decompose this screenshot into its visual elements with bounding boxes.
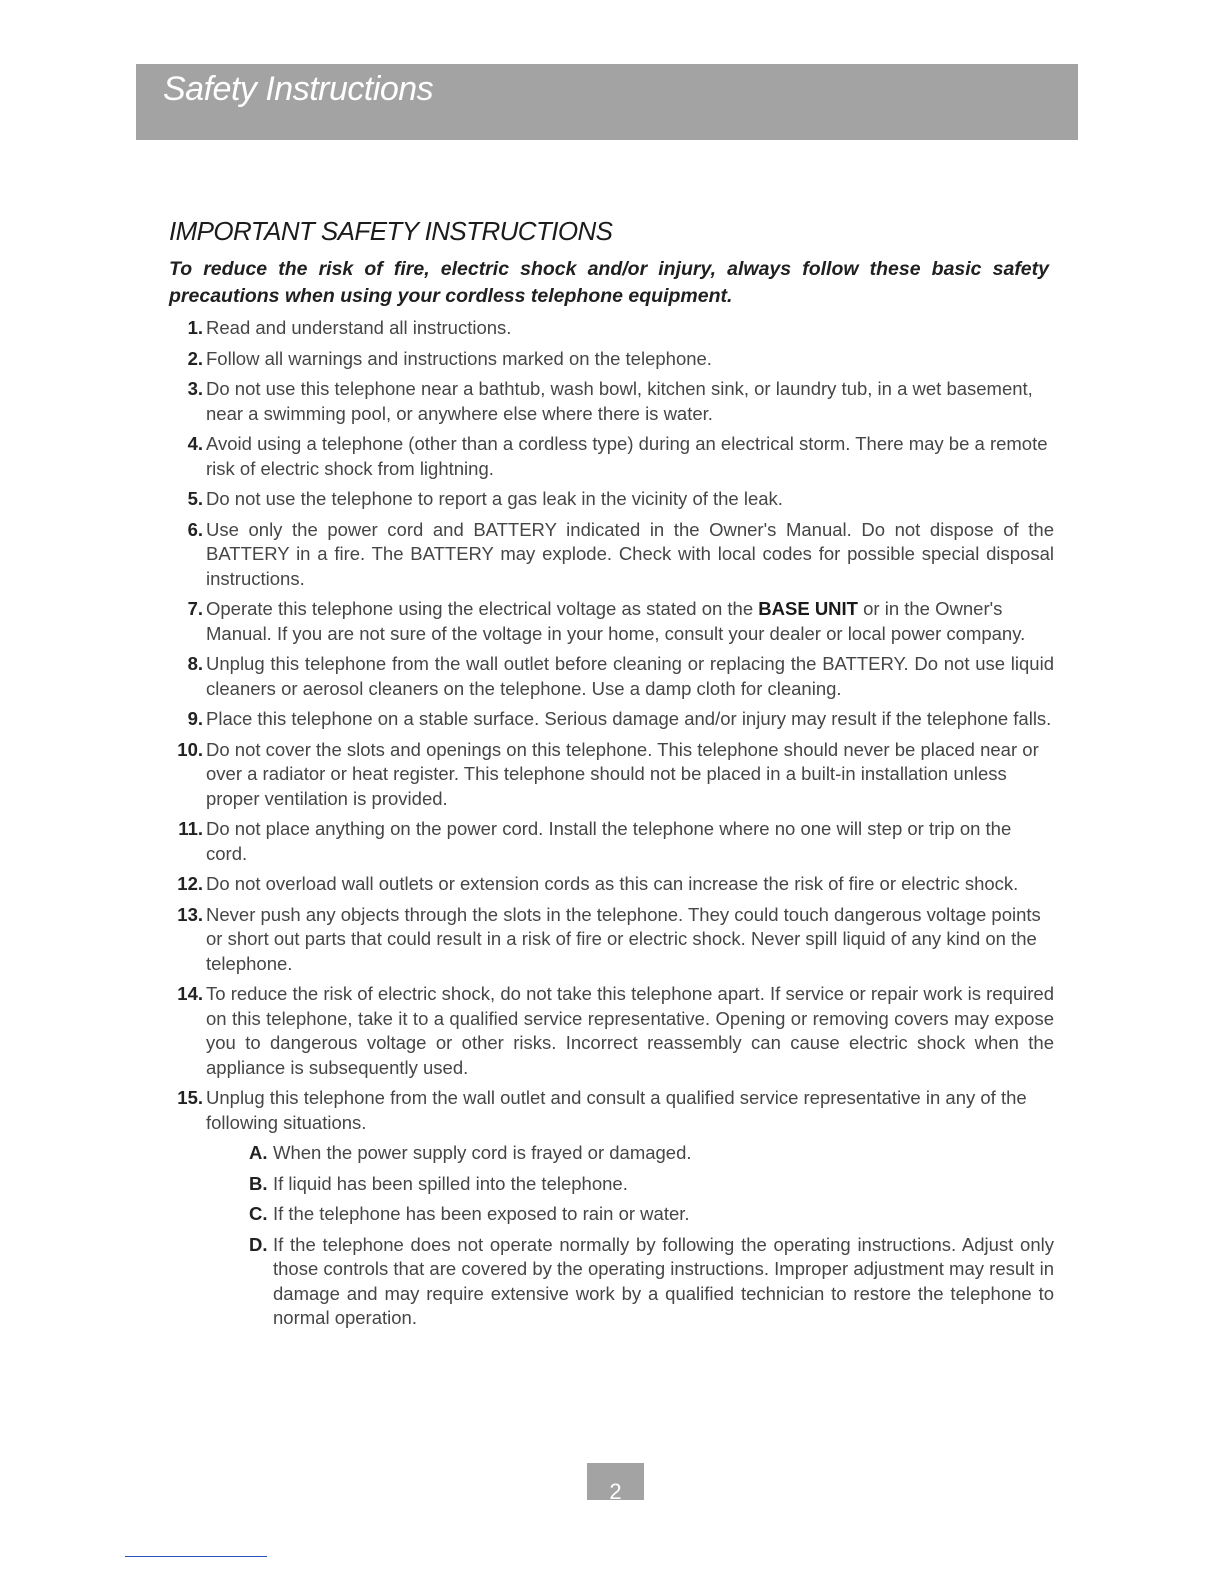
page-number: 2 xyxy=(609,1479,622,1500)
list-item xyxy=(169,347,1054,372)
item-text: Place this telephone on a stable surface. Serious damage and/or injury may result if the telephone falls. xyxy=(206,708,1052,729)
sub-item-letter: B. xyxy=(249,1172,268,1194)
item-number: 1. xyxy=(187,317,203,338)
sub-item-letter: A. xyxy=(249,1142,268,1163)
item-number: 4. xyxy=(187,433,203,454)
item-number: 14. xyxy=(177,983,203,1004)
list-item xyxy=(169,1086,1054,1331)
item-text: Do not cover the slots and openings on this telephone. This telephone should never be placed near or over a radiator or heat register. This telephone should not be placed in a built-in installation unless proper ventilation is provided. xyxy=(206,738,1039,809)
item-text: Never push any objects through the slots in the telephone. They could touch dangerous voltage points or short out parts that could result in a risk of fire or electric shock. Never spill liquid of any kind on the telephone. xyxy=(206,903,1041,974)
list-item xyxy=(169,738,1054,812)
item-number: 15. xyxy=(177,1087,203,1108)
footer-rule xyxy=(125,1556,267,1557)
item-text: Follow all warnings and instructions marked on the telephone. xyxy=(206,347,712,369)
sub-item-text: If liquid has been spilled into the telephone. xyxy=(273,1172,628,1194)
base-unit-label: BASE UNIT xyxy=(758,598,858,619)
sub-item-text: If the telephone does not operate normally by following the operating instructions. Adjust only those controls that are covered by the operating instructions. Improper adjustment may result in damage and may require extensive work by a qualified technician to restore the telephone to normal operation. xyxy=(273,1233,1054,1328)
list-item xyxy=(169,487,1054,512)
list-item xyxy=(169,872,1054,897)
sub-item-letter: C. xyxy=(249,1203,268,1224)
sub-item-text: When the power supply cord is frayed or damaged. xyxy=(273,1142,692,1163)
list-item xyxy=(169,707,1054,732)
item-text: Use only the power cord and BATTERY indicated in the Owner's Manual. Do not dispose of the BATTERY in a fire. The BATTERY may explode. Check with local codes for possible special disposal instructions. xyxy=(206,518,1054,589)
item-text xyxy=(206,597,1054,646)
item-text: Avoid using a telephone (other than a cordless type) during an electrical storm. There may be a remote risk of electric shock from lightning. xyxy=(206,433,1048,479)
list-item xyxy=(169,982,1054,1080)
list-item xyxy=(169,432,1054,481)
list-item xyxy=(169,377,1054,426)
item-number: 8. xyxy=(187,653,203,674)
list-item xyxy=(169,518,1054,592)
header-band xyxy=(136,64,1078,140)
instructions-list xyxy=(169,316,1054,1337)
item-text-part: Operate this telephone using the electrical voltage as stated on the xyxy=(206,598,759,619)
list-item xyxy=(169,652,1054,701)
item-number: 7. xyxy=(187,598,203,619)
section-heading: IMPORTANT SAFETY INSTRUCTIONS xyxy=(169,216,613,246)
item-text: Unplug this telephone from the wall outlet before cleaning or replacing the BATTERY. Do not use liquid cleaners or aerosol cleaners on the telephone. Use a damp cloth for cleaning. xyxy=(206,653,1054,699)
item-text: Read and understand all instructions. xyxy=(206,317,512,338)
list-item xyxy=(169,817,1054,866)
sub-item xyxy=(206,1233,1054,1331)
item-number: 2. xyxy=(187,347,203,369)
item-text: Do not use the telephone to report a gas leak in the vicinity of the leak. xyxy=(206,488,783,509)
item-number: 13. xyxy=(177,903,203,925)
section-intro: To reduce the risk of fire, electric shock and/or injury, always follow these basic safety precautions when using your cordless telephone equipment. xyxy=(169,258,1049,307)
sub-item xyxy=(206,1172,1054,1197)
item-number: 10. xyxy=(177,738,203,760)
sub-item xyxy=(206,1141,1054,1166)
item-text: Do not use this telephone near a bathtub, wash bowl, kitchen sink, or laundry tub, in a wet basement, near a swimming pool, or anywhere else where there is water. xyxy=(206,378,1033,424)
item-number: 12. xyxy=(177,873,203,894)
item-text: Do not overload wall outlets or extension cords as this can increase the risk of fire or electric shock. xyxy=(206,873,1019,894)
page-title: Safety Instructions xyxy=(163,70,434,108)
item-number: 5. xyxy=(187,488,203,509)
item-text: Do not place anything on the power cord. Install the telephone where no one will step or trip on the cord. xyxy=(206,818,1012,864)
item-number: 11. xyxy=(178,818,203,839)
item-text: Unplug this telephone from the wall outlet and consult a qualified service representative in any of the following situations. xyxy=(206,1087,1027,1133)
item-number: 3. xyxy=(187,378,203,399)
item-text: To reduce the risk of electric shock, do not take this telephone apart. If service or repair work is required on this telephone, take it to a qualified service representative. Opening or removing covers may expose you to dangerous voltage or other risks. Incorrect reassembly can cause electric shock when the appliance is subsequently used. xyxy=(206,983,1054,1078)
sub-item-letter: D. xyxy=(249,1233,268,1255)
sub-list xyxy=(206,1141,1054,1331)
sub-item-text: If the telephone has been exposed to rain or water. xyxy=(273,1203,690,1224)
page-number-box xyxy=(587,1463,644,1500)
list-item xyxy=(169,597,1054,646)
item-number: 9. xyxy=(187,708,203,729)
sub-item xyxy=(206,1202,1054,1227)
list-item xyxy=(169,316,1054,341)
item-number: 6. xyxy=(187,518,203,540)
list-item xyxy=(169,903,1054,977)
item-text-part: or in the Owner's Manual. If you are not sure of the voltage in your home, consult your dealer or local power company. xyxy=(206,598,1026,644)
